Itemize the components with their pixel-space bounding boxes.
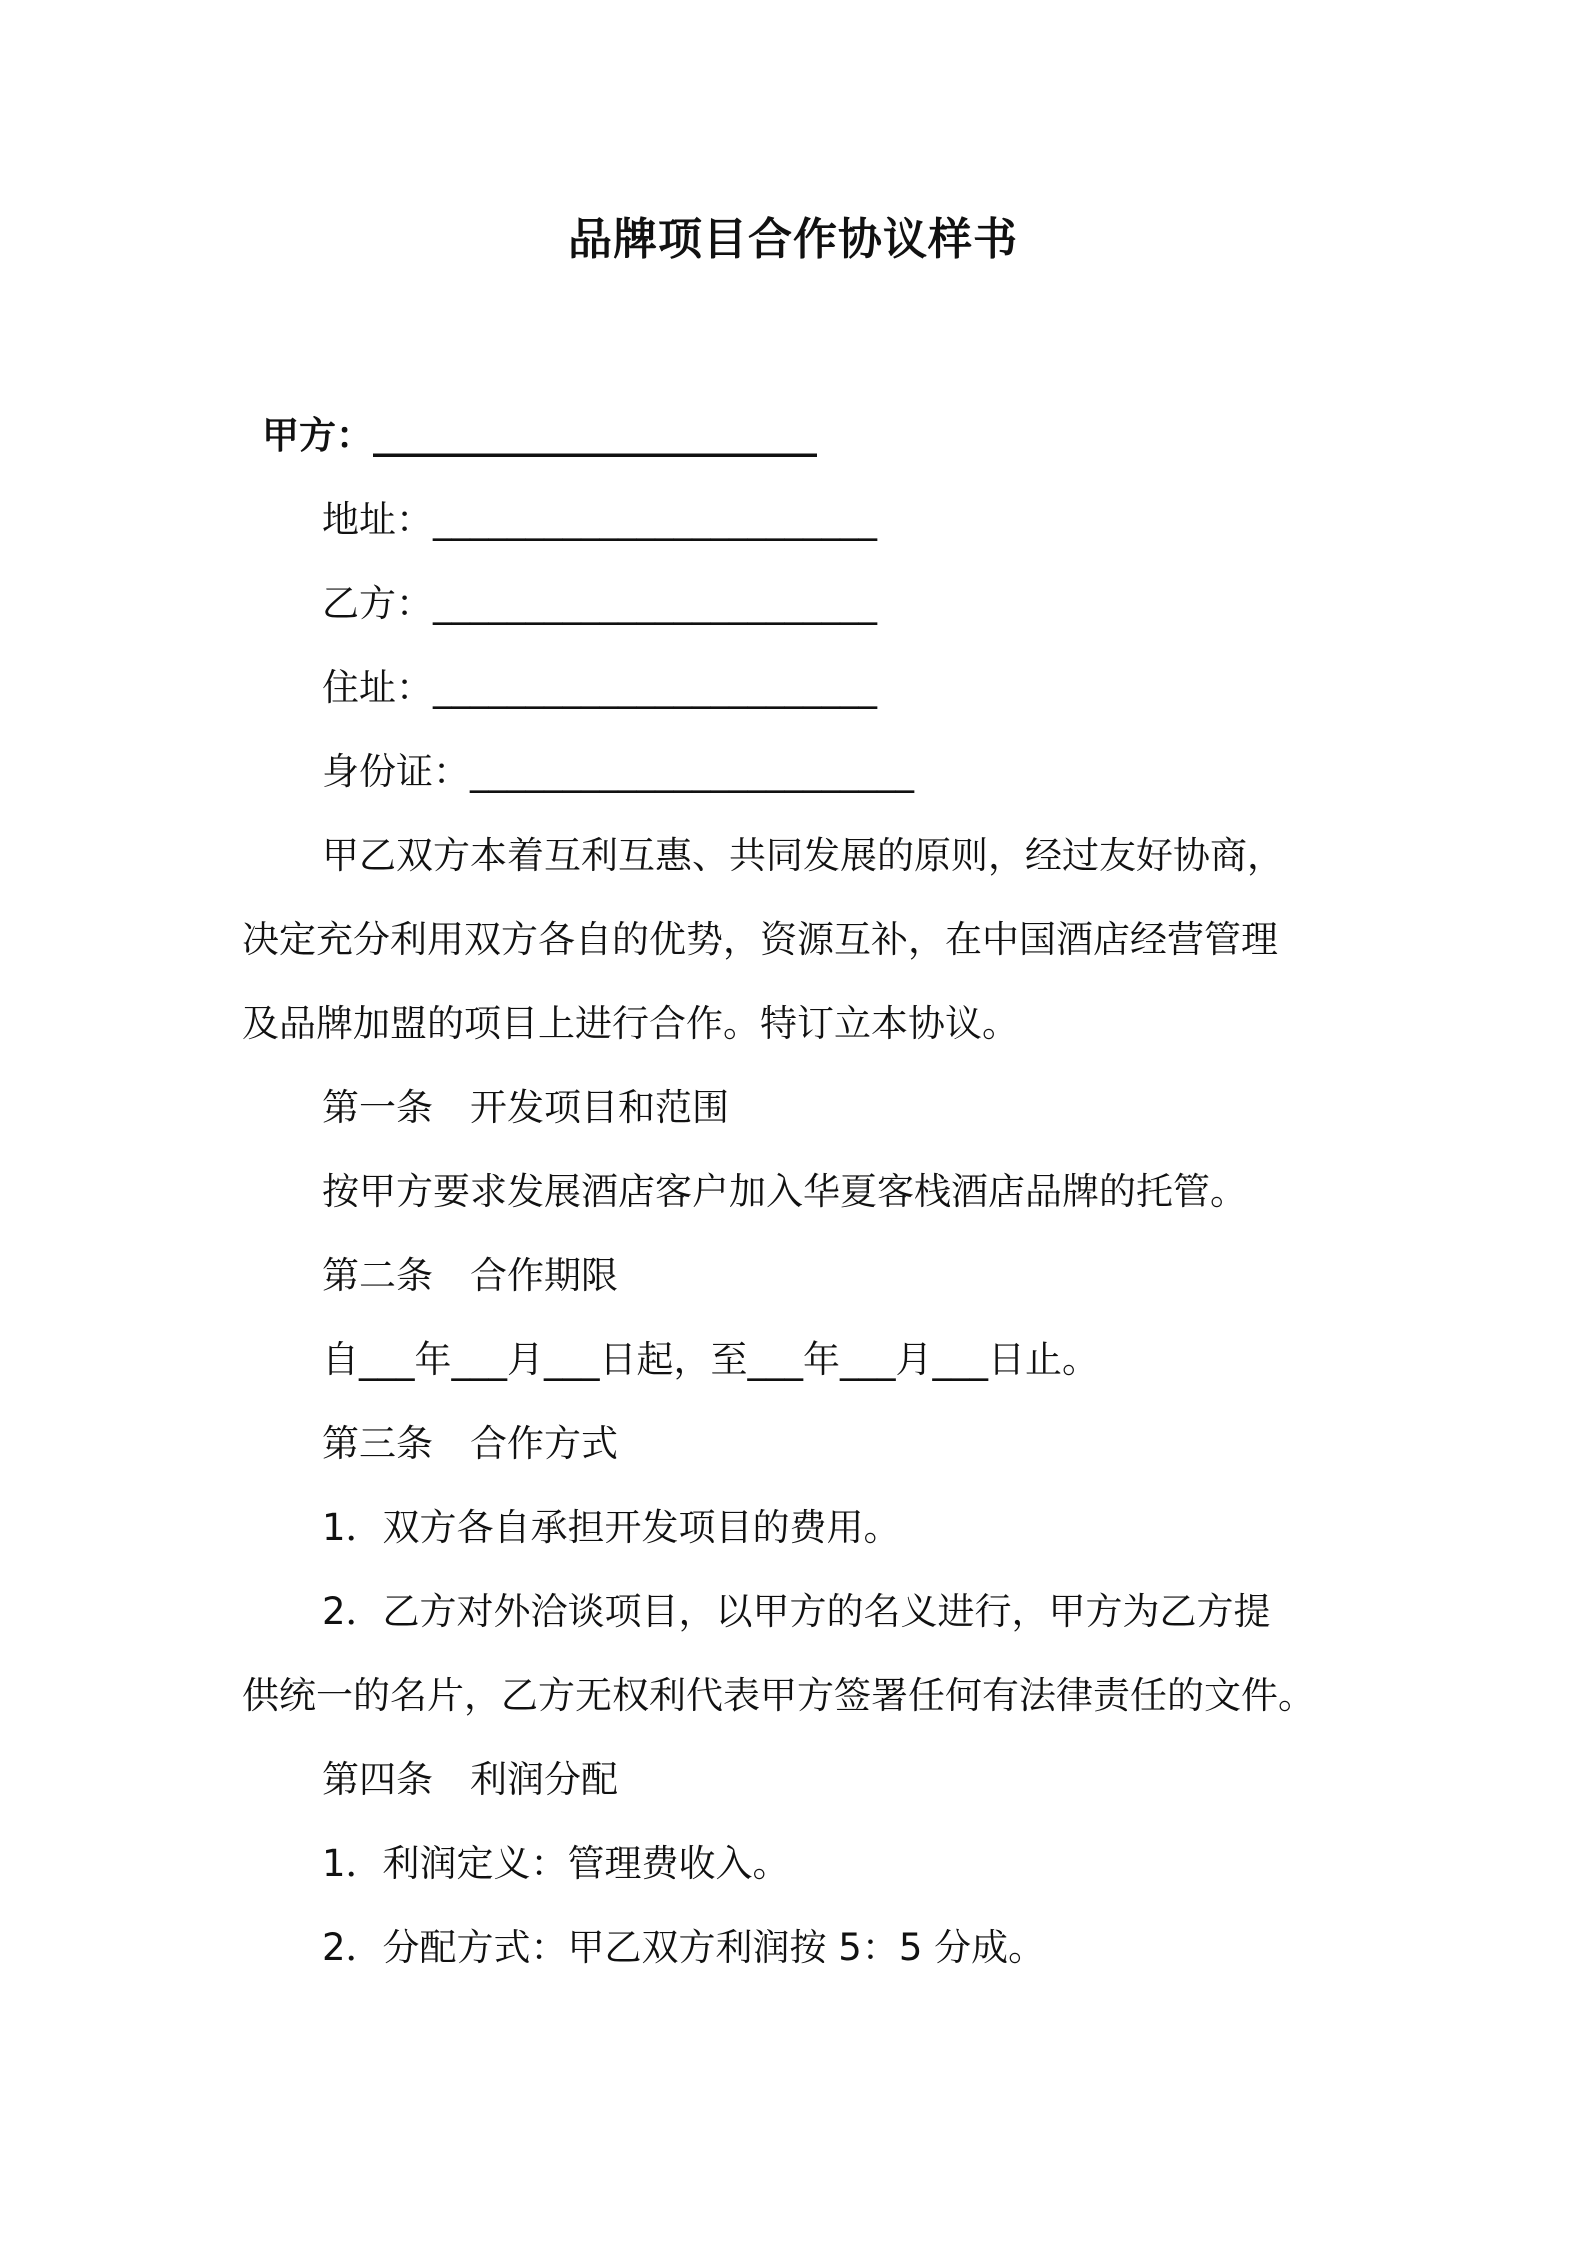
preamble-line-2: 决定充分利用双方各自的优势，资源互补，在中国酒店经营管理: [242, 918, 1278, 961]
party-a-address-field: 地址：________________________: [322, 498, 877, 541]
article-1-heading: 第一条 开发项目和范围: [322, 1086, 729, 1129]
party-a-field: 甲方：________________________: [262, 414, 817, 457]
article-1-text: 按甲方要求发展酒店客户加入华夏客栈酒店品牌的托管。: [322, 1170, 1247, 1213]
page-title: 品牌项目合作协议样书: [568, 214, 1018, 265]
article-4-item-2: 2．分配方式：甲乙双方利润按 5：5 分成。: [322, 1926, 1046, 1969]
article-2-heading: 第二条 合作期限: [322, 1254, 618, 1297]
article-3-item-2-line-2: 供统一的名片，乙方无权利代表甲方签署任何有法律责任的文件。: [242, 1674, 1315, 1717]
article-3-item-2-line-1: 2．乙方对外洽谈项目，以甲方的名义进行，甲方为乙方提: [322, 1590, 1271, 1633]
article-3-heading: 第三条 合作方式: [322, 1422, 618, 1465]
id-card-field: 身份证：________________________: [322, 750, 914, 793]
party-b-address-field: 住址：________________________: [322, 666, 877, 709]
article-4-heading: 第四条 利润分配: [322, 1758, 618, 1801]
party-b-field: 乙方：________________________: [322, 582, 877, 625]
preamble-line-1: 甲乙双方本着互利互惠、共同发展的原则，经过友好协商，: [322, 834, 1284, 877]
article-3-item-1: 1．双方各自承担开发项目的费用。: [322, 1506, 901, 1549]
article-4-item-1: 1．利润定义：管理费收入。: [322, 1842, 790, 1885]
preamble-line-3: 及品牌加盟的项目上进行合作。特订立本协议。: [242, 1002, 1019, 1045]
article-2-text: 自___年___月___日起，至___年___月___日止。: [322, 1338, 1099, 1381]
